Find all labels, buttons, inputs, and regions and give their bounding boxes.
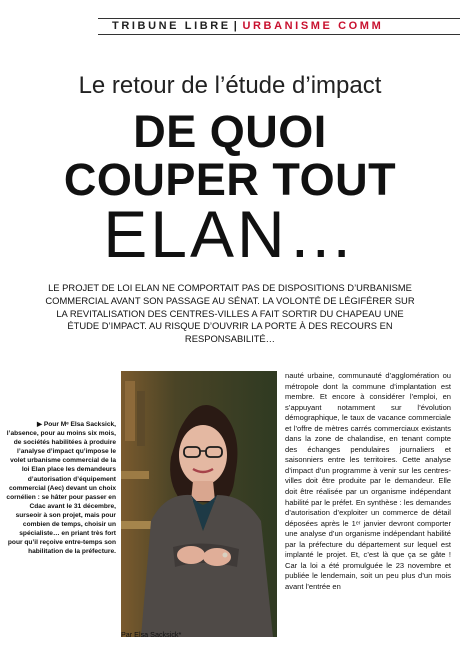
headline-line-2: COUPER TOUT [63, 154, 397, 205]
sidebar-note [6, 420, 116, 556]
author-portrait [121, 371, 277, 637]
section-label [112, 20, 383, 32]
section-header [0, 0, 460, 40]
article-body: nauté urbaine, communauté d’agglomération ou métropole dont la commune d’implantation est membre. Et encore à considérer l’emploi, en s’appuyant notamment sur l’évolution démographique, le taux de vacance commerciale et l’offre de mètres carrés commerciaux existants dans la zone de chalandise, en tenant compte des échanges pendulaires journaliers et saisonniers entre les territoires. Cette analyse d’impact d’un programme à venir sur les centres-villes doit être produite par le demandeur. Elle doit être réalisée par un organisme indépendant habilité par le préfet. En synthèse : les demandes d’autorisation d’exploiter un commerce de détail déposées après le 1ᵉʳ janvier devront comporter une analyse d’un organisme indépendant habilité par la préfecture du département sur lequel est implanté le projet. Et, c’est là que ça se gâte ! Car la loi a été promulguée le 23 novembre et publiée le lendemain, soit un peu plus d’un mois avant l’entrée en [285, 371, 451, 591]
section-name: TRIBUNE LIBRE [112, 20, 231, 32]
headline-line-1: DE QUOI [133, 106, 327, 157]
header-rule-top [98, 18, 460, 19]
section-separator: | [233, 20, 240, 32]
byline: Par Elsa Sacksick* [121, 630, 182, 639]
subsection-name: URBANISME COMM [242, 20, 384, 32]
portrait-illustration [121, 371, 277, 637]
headline-line-3: ELAN… [103, 197, 357, 271]
sidebar-text: Pour Mᵉ Elsa Sacksick, l’absence, pour au moins six mois, de sociétés habilitées à produire l’analyse d’impact qu’impose le volet urbanisme commercial de la loi Elan place les demandeurs d’autorisation d’équipement commercial (Aec) devant un choix cornélien : se hâter pour passer en Cdac avant le 31 décembre, surseoir à son projet, mais pour combien de temps, choisir un spécialiste… en priant très fort pour qu’il reçoive entre-temps son habilitation de la préfecture. [6, 421, 116, 556]
article-kicker: Le retour de l’étude d’impact [78, 72, 382, 99]
standfirst: LE PROJET DE LOI ELAN NE COMPORTAIT PAS DE DISPOSITIONS D’URBANISME COMMERCIAL AVANT SON PASSAGE AU SÉNAT. LA VOLONTÉ DE LÉGIFÉRER SUR LA REVITALISATION DES CENTRES-VILLES A FAIT SORTIR DU CHAPEAU UNE ÉTUDE D’IMPACT. AU RISQUE D’OUVRIR LA PORTE À DES RECOURS EN RESPONSABILITÉ… [45, 282, 415, 345]
header-rule-bottom [98, 34, 460, 35]
triangle-marker-icon: ▶ [36, 421, 43, 428]
